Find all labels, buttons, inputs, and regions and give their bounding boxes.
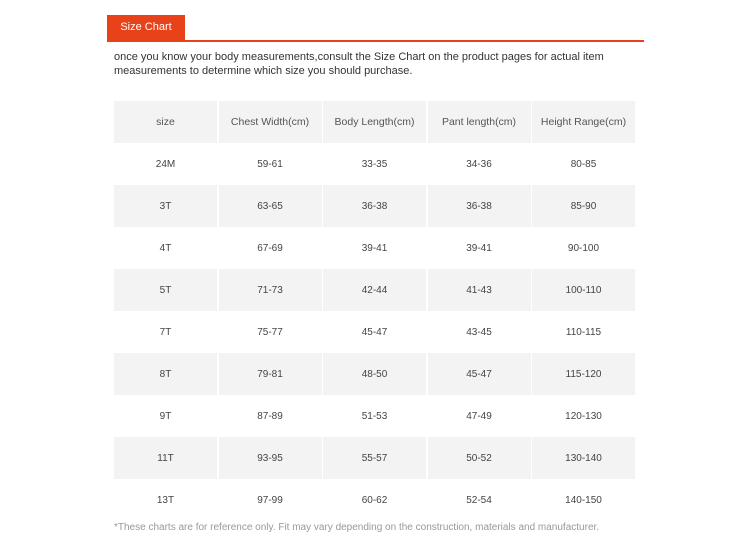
pant-length-cell: 34-36 [466, 158, 492, 170]
pant-length-cell: 36-38 [428, 185, 531, 227]
pant-length-cell: 45-47 [428, 353, 531, 395]
chest-width-cell: 93-95 [219, 437, 322, 479]
chest-width-cell: 75-77 [257, 326, 283, 338]
column-header-size: size [114, 101, 217, 143]
size-cell: 8T [114, 353, 217, 395]
size-cell: 24M [155, 158, 176, 170]
chest-width-cell: 71-73 [219, 269, 322, 311]
size-cell: 11T [114, 437, 217, 479]
height-range-cell: 115-120 [532, 353, 635, 395]
height-range-cell: 80-85 [570, 158, 597, 170]
body-length-cell: 51-53 [361, 410, 388, 422]
chest-width-cell: 87-89 [257, 410, 283, 422]
height-range-cell: 110-115 [565, 326, 602, 338]
column-header-chest-width: Chest Width(cm) [219, 101, 322, 143]
table-row [114, 185, 635, 227]
body-length-cell: 36-38 [323, 185, 426, 227]
column-header-pant-length: Pant length(cm) [428, 101, 531, 143]
table-row [114, 143, 635, 185]
column-header-body-length: Body Length(cm) [323, 101, 426, 143]
table-row [114, 269, 635, 311]
body-length-cell: 45-47 [361, 326, 388, 338]
body-length-cell: 42-44 [323, 269, 426, 311]
table-row [114, 395, 635, 437]
table-row [114, 479, 635, 521]
pant-length-cell: 39-41 [466, 242, 492, 254]
height-range-cell: 130-140 [532, 437, 635, 479]
chest-width-cell: 97-99 [257, 494, 283, 506]
height-range-cell: 85-90 [532, 185, 635, 227]
table-row [114, 311, 635, 353]
pant-length-cell: 41-43 [428, 269, 531, 311]
size-cell: 7T [159, 326, 172, 338]
size-chart-header [107, 15, 644, 42]
pant-length-cell: 50-52 [428, 437, 531, 479]
size-table [114, 101, 635, 521]
size-cell: 4T [159, 242, 172, 254]
intro-text: once you know your body measurements,consult the Size Chart on the product pages for actual item measurements to determine which size you should purchase. [114, 51, 604, 77]
chest-width-cell: 63-65 [219, 185, 322, 227]
height-range-cell: 140-150 [565, 494, 602, 506]
disclaimer-footnote: *These charts are for reference only. Fit may vary depending on the construction, materials and manufacturer. [114, 522, 600, 533]
size-cell: 3T [114, 185, 217, 227]
size-cell: 5T [114, 269, 217, 311]
pant-length-cell: 43-45 [466, 326, 492, 338]
tab-size-chart[interactable]: Size Chart [107, 15, 185, 40]
height-range-cell: 120-130 [565, 410, 602, 422]
body-length-cell: 60-62 [361, 494, 388, 506]
header-divider [107, 40, 644, 42]
table-row [114, 437, 635, 479]
chest-width-cell: 59-61 [257, 158, 283, 170]
table-header-row [114, 101, 635, 143]
table-row [114, 227, 635, 269]
chest-width-cell: 79-81 [219, 353, 322, 395]
height-range-cell: 100-110 [532, 269, 635, 311]
column-header-height-range: Height Range(cm) [532, 101, 635, 143]
pant-length-cell: 47-49 [466, 410, 492, 422]
body-length-cell: 33-35 [361, 158, 388, 170]
body-length-cell: 48-50 [323, 353, 426, 395]
size-cell: 13T [156, 494, 175, 506]
body-length-cell: 55-57 [323, 437, 426, 479]
height-range-cell: 90-100 [567, 242, 600, 254]
table-row [114, 353, 635, 395]
pant-length-cell: 52-54 [466, 494, 492, 506]
size-cell: 9T [159, 410, 172, 422]
body-length-cell: 39-41 [361, 242, 388, 254]
chest-width-cell: 67-69 [257, 242, 283, 254]
